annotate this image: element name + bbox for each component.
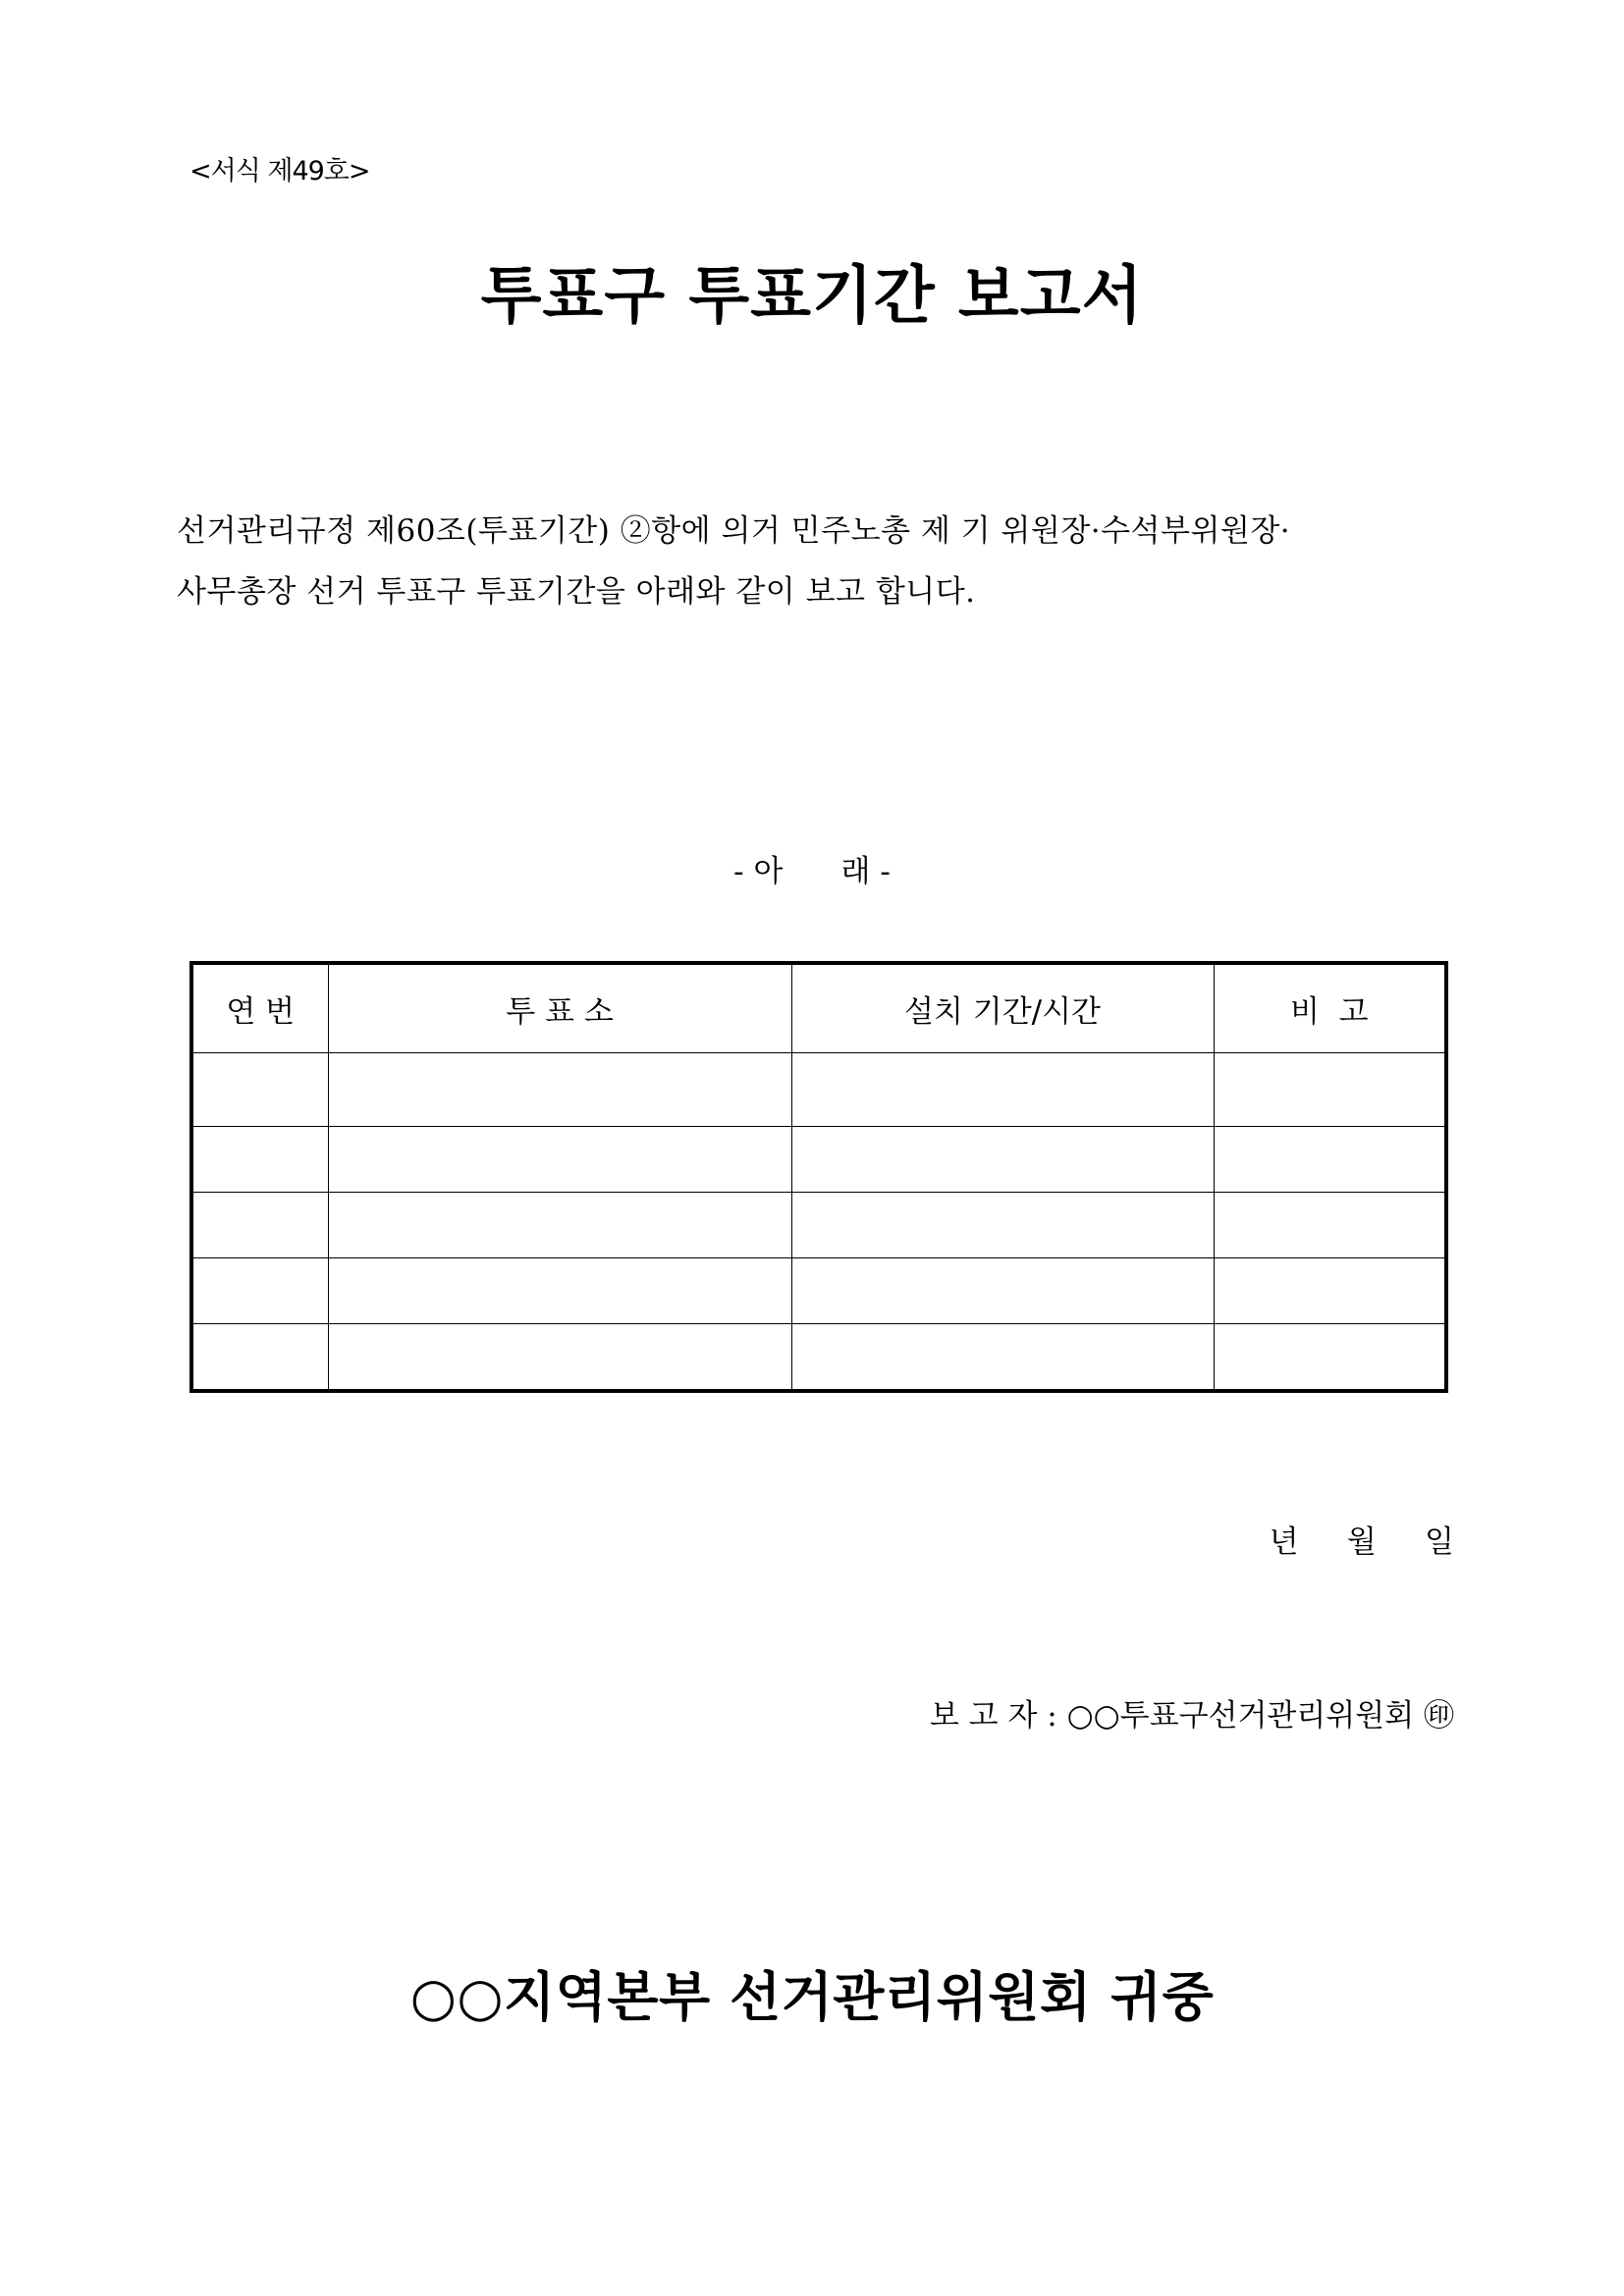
table-row	[191, 1053, 1446, 1127]
table-cell[interactable]	[191, 1127, 328, 1193]
table-cell[interactable]	[791, 1053, 1214, 1127]
table-row	[191, 1324, 1446, 1392]
table-cell[interactable]	[1214, 1053, 1446, 1127]
document-title: 투표구 투표기간 보고서	[480, 260, 1144, 333]
reporter-name: ○○투표구선거관리위원회	[1066, 1698, 1415, 1734]
form-number: <서식 제49호>	[189, 156, 370, 187]
header-installation-period: 설치 기간/시간	[791, 963, 1214, 1053]
header-polling-station: 투 표 소	[328, 963, 791, 1053]
table-cell[interactable]	[191, 1193, 328, 1258]
header-remarks: 비 고	[1214, 963, 1446, 1053]
table-cell[interactable]	[191, 1258, 328, 1324]
table-cell[interactable]	[791, 1324, 1214, 1392]
table-row	[191, 1193, 1446, 1258]
table-header-row	[191, 963, 1446, 1053]
recipient-line: ○○지역본부 선거관리위원회 귀중	[409, 1966, 1215, 2028]
table-cell[interactable]	[191, 1053, 328, 1127]
report-date-line: 년 월 일	[1269, 1524, 1454, 1560]
table-row	[191, 1258, 1446, 1324]
table-cell[interactable]	[1214, 1258, 1446, 1324]
table-cell[interactable]	[1214, 1193, 1446, 1258]
table-cell[interactable]	[328, 1324, 791, 1392]
reporter-line	[930, 1690, 1454, 1735]
table-cell[interactable]	[191, 1324, 328, 1392]
reporter-label: 보 고 자 :	[929, 1698, 1057, 1734]
table-cell[interactable]	[791, 1127, 1214, 1193]
below-heading: - 아 래 -	[733, 854, 891, 889]
table-cell[interactable]	[328, 1193, 791, 1258]
table-row	[191, 1127, 1446, 1193]
body-line-2: 사무총장 선거 투표구 투표기간을 아래와 같이 보고 합니다.	[177, 574, 976, 610]
body-line-1: 선거관리규정 제60조(투표기간) ②항에 의거 민주노총 제 기 위원장·수석부위원장·	[177, 513, 1291, 549]
table-cell[interactable]	[791, 1193, 1214, 1258]
table-cell[interactable]	[328, 1053, 791, 1127]
body-paragraph	[177, 501, 1453, 622]
polling-period-table	[189, 961, 1448, 1393]
table-cell[interactable]	[328, 1258, 791, 1324]
header-serial-number: 연 번	[191, 963, 328, 1053]
table-cell[interactable]	[1214, 1127, 1446, 1193]
table-cell[interactable]	[1214, 1324, 1446, 1392]
table-cell[interactable]	[328, 1127, 791, 1193]
table-cell[interactable]	[791, 1258, 1214, 1324]
seal-icon: ㊞	[1424, 1698, 1454, 1734]
